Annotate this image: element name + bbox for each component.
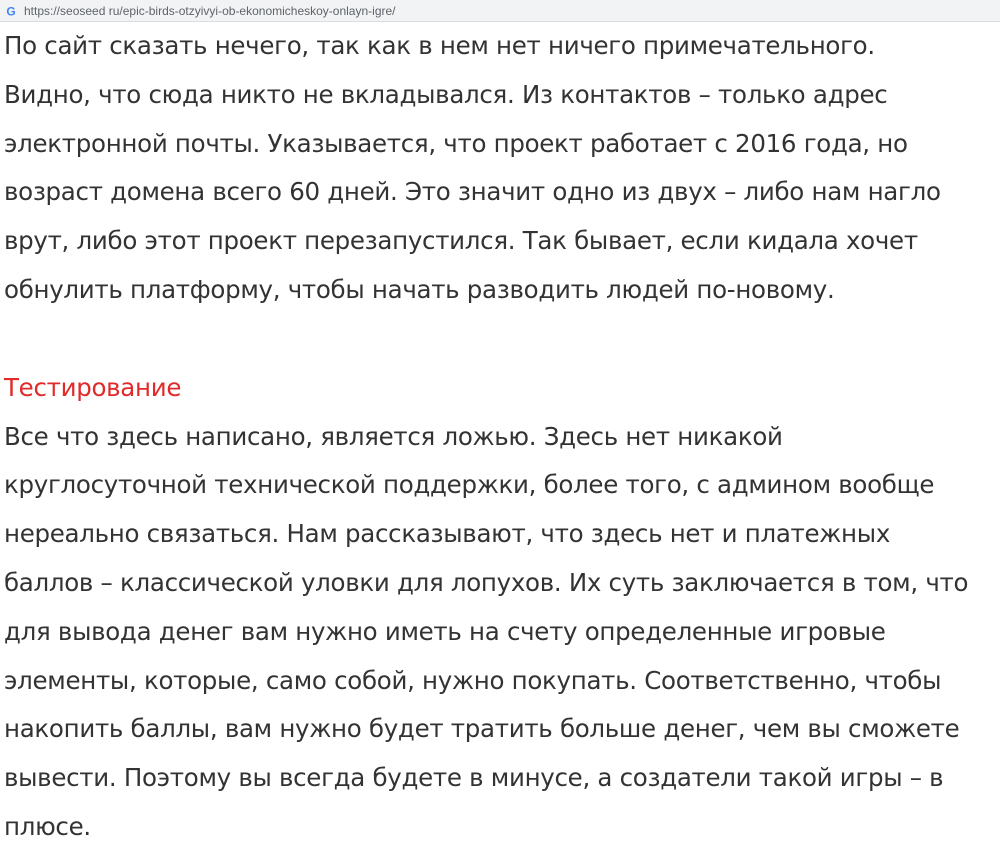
svg-text:G: G xyxy=(6,4,16,17)
paragraph-site-description xyxy=(4,22,994,315)
text-line: элементы, которые, само собой, нужно покупать. Соответственно, чтобы xyxy=(4,665,942,695)
text-line: баллов – классической уловки для лопухов. Их суть заключается в том, что xyxy=(4,567,969,597)
text-line: обнулить платформу, чтобы начать разводить людей по-новому. xyxy=(4,274,835,304)
text-line: вывести. Поэтому вы всегда будете в минусе, а создатели такой игры – в xyxy=(4,763,944,793)
text-line: врут, либо этот проект перезапустился. Так бывает, если кидала хочет xyxy=(4,226,918,256)
text-line: круглосуточной технической поддержки, более того, с админом вообще xyxy=(4,470,935,500)
text-line: По сайт сказать нечего, так как в нем нет ничего примечательного. xyxy=(4,31,875,60)
text-line: плюсе. xyxy=(4,811,91,841)
article-body xyxy=(4,22,994,852)
text-line: электронной почты. Указывается, что проект работает с 2016 года, но xyxy=(4,128,908,158)
text-line: Видно, что сюда никто не вкладывался. Из контактов – только адрес xyxy=(4,79,888,109)
url-text[interactable]: https://seoseed ru/epic-birds-otzyivyi-ob-ekonomicheskoy-onlayn-igre/ xyxy=(24,3,396,18)
address-bar[interactable] xyxy=(0,0,1000,22)
text-line: накопить баллы, вам нужно будет тратить больше денег, чем вы сможете xyxy=(4,714,960,744)
section-heading: Тестирование xyxy=(4,372,182,402)
text-line: нереально связаться. Нам рассказывают, что здесь нет и платежных xyxy=(4,519,891,549)
text-line: Все что здесь написано, является ложью. Здесь нет никакой xyxy=(4,421,783,451)
google-icon xyxy=(4,4,18,18)
paragraph-testing xyxy=(4,413,994,852)
paragraph-gap xyxy=(4,315,994,364)
text-line: для вывода денег вам нужно иметь на счету определенные игровые xyxy=(4,616,886,646)
text-line: возраст домена всего 60 дней. Это значит одно из двух – либо нам нагло xyxy=(4,177,941,207)
